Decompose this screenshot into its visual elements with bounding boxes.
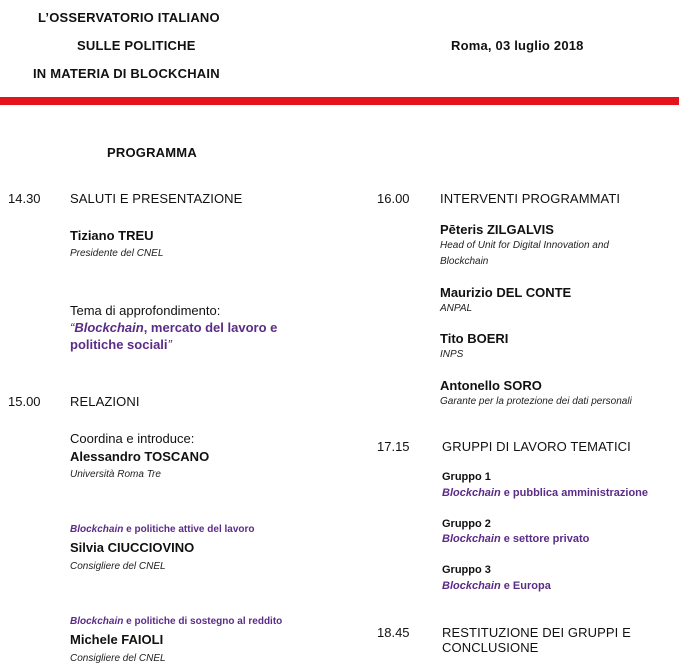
speaker-name-zilgalvis: Pēteris ZILGALVIS	[440, 222, 554, 237]
section-saluti-title: SALUTI E PRESENTAZIONE	[70, 191, 243, 206]
programma-title: PROGRAMMA	[107, 145, 197, 160]
speaker-name-del-conte: Maurizio DEL CONTE	[440, 285, 572, 300]
speaker-role-faioli: Consigliere del CNEL	[70, 653, 166, 664]
group-3-title: Blockchain e Europa	[442, 580, 551, 592]
group-1-label: Gruppo 1	[442, 471, 491, 483]
section-restituzione-line-1: RESTITUZIONE DEI GRUPPI E	[442, 625, 631, 640]
group-1-title: Blockchain e pubblica amministrazione	[442, 487, 649, 499]
section-relazioni-title: RELAZIONI	[70, 394, 140, 409]
header-line-1: L’OSSERVATORIO ITALIANO	[38, 10, 220, 25]
speaker-role-zilgalvis-2: Blockchain	[440, 256, 489, 267]
speaker-role-ciucciovino: Consigliere del CNEL	[70, 561, 166, 572]
talk-1-title: Blockchain e politiche attive del lavoro	[70, 524, 255, 535]
tema-label: Tema di approfondimento:	[70, 303, 221, 318]
group-2-label: Gruppo 2	[442, 518, 491, 530]
section-gruppi-title: GRUPPI DI LAVORO TEMATICI	[442, 439, 631, 454]
speaker-role-treu: Presidente del CNEL	[70, 248, 164, 259]
group-3-label: Gruppo 3	[442, 564, 491, 576]
time-1715: 17.15	[377, 439, 410, 454]
speaker-name-faioli: Michele FAIOLI	[70, 632, 164, 647]
tema-line-2: politiche sociali”	[70, 337, 172, 352]
speaker-name-ciucciovino: Silvia CIUCCIOVINO	[70, 540, 195, 555]
speaker-name-boeri: Tito BOERI	[440, 331, 509, 346]
speaker-role-toscano: Università Roma Tre	[70, 469, 161, 480]
time-1845: 18.45	[377, 625, 410, 640]
speaker-name-soro: Antonello SORO	[440, 378, 542, 393]
section-restituzione-line-2: CONCLUSIONE	[442, 640, 539, 655]
coord-label: Coordina e introduce:	[70, 431, 195, 446]
time-1600: 16.00	[377, 191, 410, 206]
time-1430: 14.30	[8, 191, 41, 206]
section-interventi-title: INTERVENTI PROGRAMMATI	[440, 191, 621, 206]
header-line-3: IN MATERIA DI BLOCKCHAIN	[33, 66, 220, 81]
speaker-role-boeri: INPS	[440, 349, 464, 360]
header-date: Roma, 03 luglio 2018	[451, 38, 584, 53]
time-1500: 15.00	[8, 394, 41, 409]
speaker-name-treu: Tiziano TREU	[70, 228, 154, 243]
speaker-name-toscano: Alessandro TOSCANO	[70, 449, 210, 464]
speaker-role-soro: Garante per la protezione dei dati personali	[440, 396, 632, 407]
tema-line-1: “Blockchain, mercato del lavoro e	[70, 320, 278, 335]
red-divider-bar	[0, 97, 679, 105]
talk-2-title: Blockchain e politiche di sostegno al reddito	[70, 616, 283, 627]
speaker-role-zilgalvis-1: Head of Unit for Digital Innovation and	[440, 240, 609, 251]
header-line-2: SULLE POLITICHE	[77, 38, 196, 53]
speaker-role-del-conte: ANPAL	[440, 303, 473, 314]
group-2-title: Blockchain e settore privato	[442, 533, 590, 545]
